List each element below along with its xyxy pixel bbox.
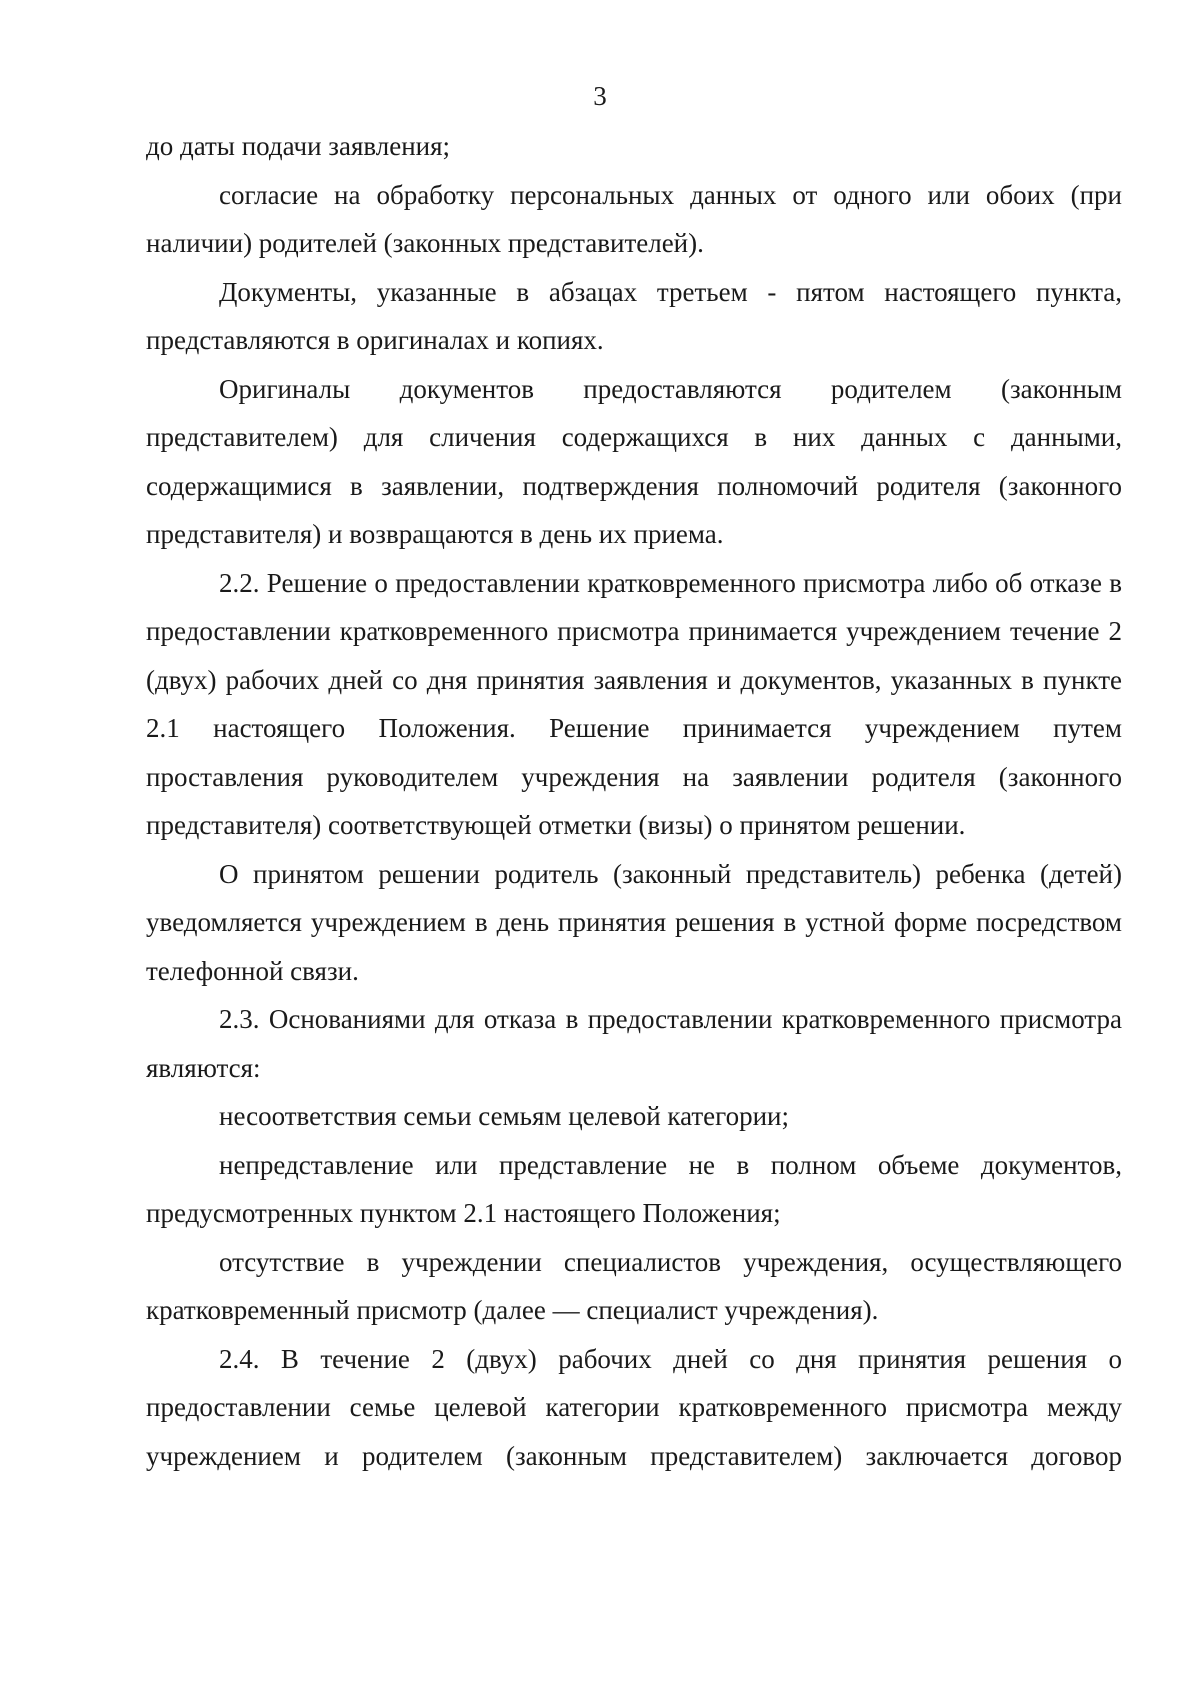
paragraph-originals-returned: Оригиналы документов предоставляются родителем (законным представителем) для сличения содержащихся в них данных с данными, содержащимися в заявлении, подтверждения полномочий родителя (законного представителя) и возвращаются в день их приема.: [146, 373, 1122, 549]
paragraph-ground-documents: непредставление или представление не в полном объеме документов, предусмотренных пунктом 2.1 настоящего Положения;: [146, 1149, 1122, 1228]
page-number: 3: [593, 81, 607, 111]
paragraph-2-4-contract: 2.4. В течение 2 (двух) рабочих дней со дня принятия решения о предоставлении семье целевой категории кратковременного присмотра между учреждением и родителем (законным представителем) заключается договор: [146, 1343, 1122, 1471]
paragraph-ground-specialists: отсутствие в учреждении специалистов учреждения, осуществляющего кратковременный присмотр (далее — специалист учреждения).: [146, 1246, 1122, 1325]
paragraph-2-2-decision: 2.2. Решение о предоставлении кратковременного присмотра либо об отказе в предоставлении кратковременного присмотра принимается учреждением течение 2 (двух) рабочих дней со дня принятия заявления и документов, указанных в пункте 2.1 настоящего Положения. Решение принимается учреждением путем проставления руководителем учреждения на заявлении родителя (законного представителя) соответствующей отметки (визы) о принятом решении.: [146, 567, 1122, 840]
paragraph-2-3-refusal-grounds: 2.3. Основаниями для отказа в предоставлении кратковременного присмотра являются:: [146, 1004, 1122, 1083]
document-body: [146, 122, 1122, 1480]
paragraph-notification: О принятом решении родитель (законный представитель) ребенка (детей) уведомляется учреждением в день принятия решения в устной форме посредством телефонной связи.: [146, 858, 1122, 986]
paragraph-documents-originals-copies: Документы, указанные в абзацах третьем - пятом настоящего пункта, представляются в оригиналах и копиях.: [146, 276, 1122, 355]
paragraph-ground-category: несоответствия семьи семьям целевой категории;: [219, 1101, 789, 1131]
paragraph-continuation: до даты подачи заявления;: [146, 131, 451, 161]
paragraph-consent: согласие на обработку персональных данных от одного или обоих (при наличии) родителей (законных представителей).: [146, 179, 1122, 258]
